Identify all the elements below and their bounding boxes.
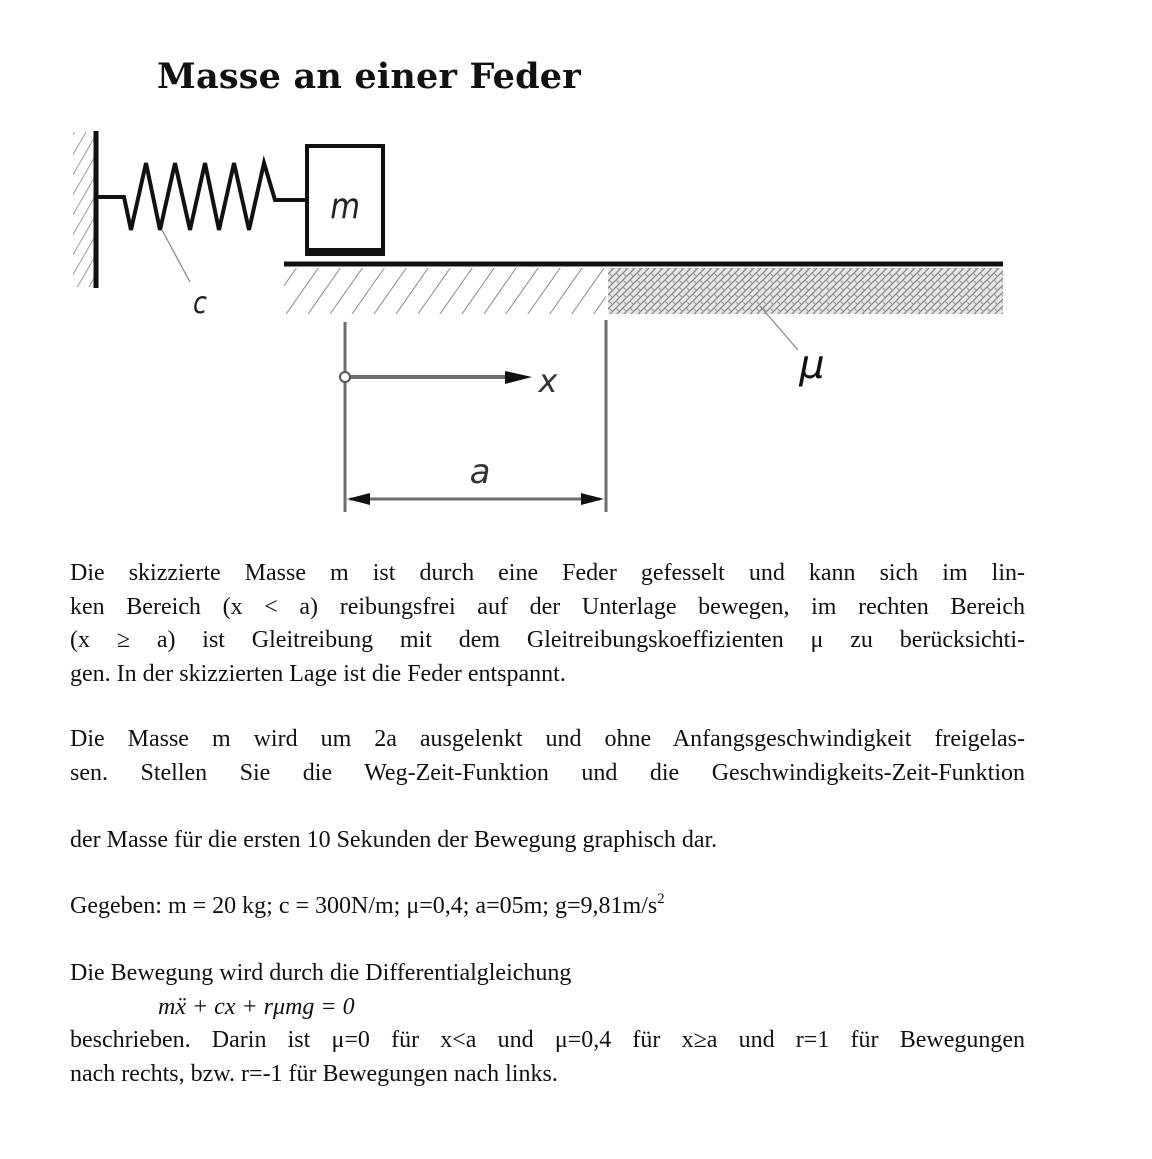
given-values: [70, 890, 1025, 924]
given-values-text: Gegeben: m = 20 kg; c = 300N/m; μ=0,4; a=05m; g=9,81m/s: [70, 893, 658, 919]
equation-explanation-line: beschrieben. Darin ist μ=0 für x<a und μ=0,4 für x≥a und r=1 für Bewegungen: [70, 1027, 1025, 1053]
friction-ground-hatching: [608, 268, 1003, 314]
mass-label: m: [330, 184, 360, 227]
frictionless-ground-hatching: [284, 268, 606, 314]
equation-intro: Die Bewegung wird durch die Differentialgleichung: [70, 960, 572, 986]
x-axis-label: x: [538, 362, 558, 400]
spring-constant-label: c: [192, 284, 207, 321]
description-line: ken Bereich (x < a) reibungsfrei auf der Unterlage bewegen, im rechten Bereich: [70, 593, 1025, 620]
wall-hatching: [73, 132, 95, 287]
differential-equation: mẍ + cx + rμmg = 0: [158, 993, 355, 1020]
mass-block: [307, 146, 383, 256]
x-axis-arrowhead: [505, 371, 532, 384]
task-description: [70, 723, 1025, 790]
dimension-a-left-arrow: [347, 493, 370, 505]
spring: [96, 163, 305, 230]
description-line: (x ≥ a) ist Gleitreibung mit dem Gleitreibungskoeffizienten μ zu berücksichti-: [70, 627, 1025, 653]
origin-marker: [340, 372, 350, 382]
differential-equation-section: [70, 957, 1025, 1091]
given-values-exponent: 2: [657, 891, 665, 907]
problem-description: [70, 557, 1025, 691]
wall: [73, 131, 96, 288]
dimension-a-right-arrow: [581, 493, 604, 505]
description-line: Die skizzierte Masse m ist durch eine Feder gefesselt und kann sich im lin-: [70, 560, 1025, 586]
task-line: Die Masse m wird um 2a ausgelenkt und ohne Anfangsgeschwindigkeit freigelas-: [70, 726, 1025, 752]
description-line: gen. In der skizzierten Lage ist die Feder entspannt.: [70, 660, 566, 687]
page-title: Masse an einer Feder: [157, 56, 581, 97]
friction-coefficient-label: μ: [799, 342, 825, 388]
equation-explanation-line: nach rechts, bzw. r=-1 für Bewegungen nach links.: [70, 1060, 558, 1087]
task-line: der Masse für die ersten 10 Sekunden der Bewegung graphisch dar.: [70, 827, 718, 853]
spring-label-leader: [162, 230, 190, 282]
task-line: sen. Stellen Sie die Weg-Zeit-Funktion und die Geschwindigkeits-Zeit-Funktion: [70, 759, 1025, 786]
mass-spring-diagram: [0, 0, 1152, 540]
dimension-a-label: a: [469, 452, 491, 492]
task-continuation: [70, 824, 1025, 858]
